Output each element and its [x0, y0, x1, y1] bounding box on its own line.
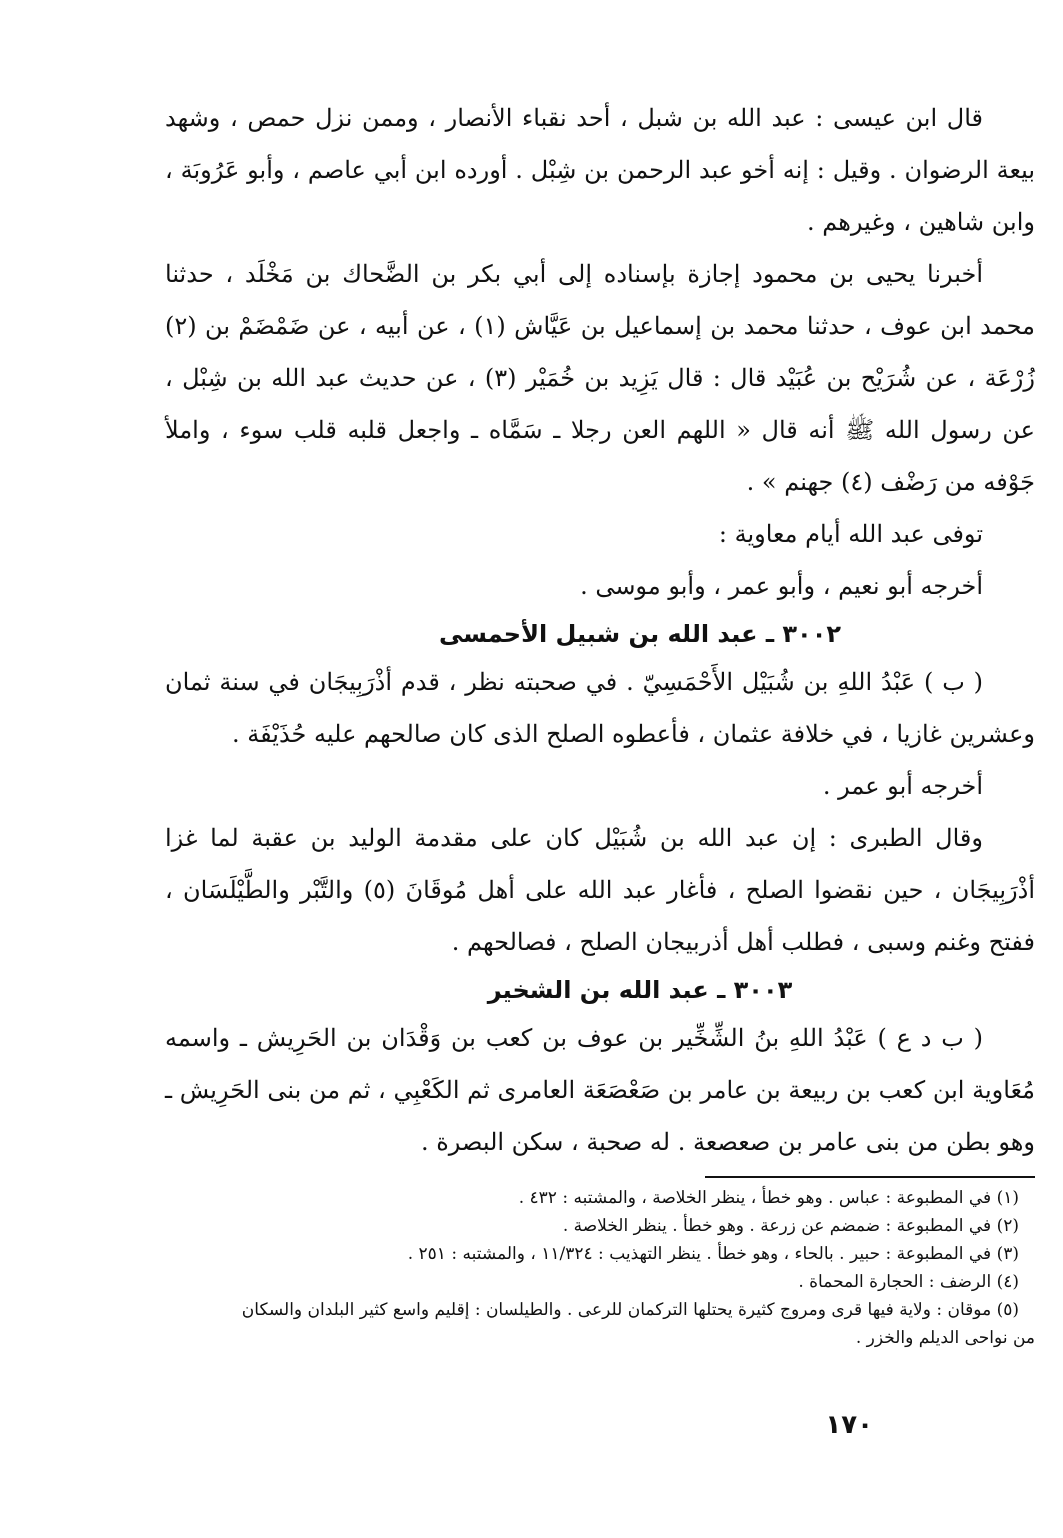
entry-3002-heading: ٣٠٠٢ ـ عبد الله بن شبيل الأحمسى	[439, 620, 841, 648]
entry-3002-paragraph-2: أخرجه أبو عمر .	[822, 772, 983, 800]
entry-3002-paragraph-3: وقال الطبرى : إن عبد الله بن شُبَيْل كان على مقدمة الوليد بن عقبة لما غزا أذْرَبِيجَان ، حين نقضوا الصلح ، فأغار عبد الله على أهل مُوقَانَ (٥) والتَّبْر والطَّيْلَسَان ، ففتح وغنم وسبى ، فطلب أهل أذربيجان الصلح ، فصالحهم .	[165, 824, 1035, 956]
intro-paragraph-2: أخبرنا يحيى بن محمود إجازة بإسناده إلى أبي بكر بن الضَّحاك بن مَخْلَد ، حدثنا محمد ابن عوف ، حدثنا محمد بن إسماعيل بن عَيَّاش (١) ، عن أبيه ، عن ضَمْضَمْ بن (٢) زُرْعَة ، عن شُرَيْح بن عُبَيْد قال : قال يَزِيد بن خُمَيْر (٣) ، عن حديث عبد الله بن شِبْل ، عن رسول الله ﷺ أنه قال « اللهم العن رجلا ـ سَمَّاه ـ واجعل قلبه قلب سوء ، واملأ جَوْفه من رَضْف (٤) جهنم » .	[165, 260, 1035, 496]
intro-paragraph-1: قال ابن عيسى : عبد الله بن شبل ، أحد نقباء الأنصار ، وممن نزل حمص ، وشهد بيعة الرضوان . وقيل : إنه أخو عبد الرحمن بن شِبْل . أورده ابن أبي عاصم ، وأبو عَرُوبَة ، وابن شاهين ، وغيرهم .	[165, 104, 1035, 236]
intro-paragraph-4: أخرجه أبو نعيم ، وأبو عمر ، وأبو موسى .	[580, 572, 983, 600]
footnotes-list	[165, 1184, 1035, 1352]
footnote-5: (٥) موقان : ولاية فيها قرى ومروج كثيرة يحتلها التركمان للرعى . والطيلسان : إقليم واسع كثير البلدان والسكان	[241, 1300, 1019, 1320]
footnote-3: (٣) في المطبوعة : حبير . بالحاء ، وهو خطأ . ينظر التهذيب : ١١/٣٢٤ ، والمشتبه : ٢٥١ .	[407, 1244, 1019, 1264]
footnote-1: (١) في المطبوعة : عباس . وهو خطأ ، ينظر الخلاصة ، والمشتبه : ٤٣٢ .	[518, 1188, 1019, 1208]
page-body	[165, 92, 1035, 1352]
entry-3003-heading: ٣٠٠٣ ـ عبد الله بن الشخير	[487, 976, 793, 1004]
footnote-4: (٤) الرضف : الحجارة المحماة .	[798, 1272, 1019, 1292]
footnote-2: (٢) في المطبوعة : ضمضم عن زرعة . وهو خطأ . ينظر الخلاصة .	[562, 1216, 1019, 1236]
page-number: ١٧٠	[825, 1410, 873, 1440]
entry-3003-paragraph-1: ( ب د ع ) عَبْدُ اللهِ بنُ الشِّخِّير بن عوف بن كعب بن وَقْدَان بن الحَرِيش ـ واسمه مُعَاوية ابن كعب بن ربيعة بن عامر بن صَعْصَعَة العامرى ثم الكَعْبِي ، ثم من بنى الحَرِيش ـ وهو بطن من بنى عامر بن صعصعة . له صحبة ، سكن البصرة .	[165, 1024, 1035, 1156]
footnote-5-continuation: من نواحى الديلم والخزر .	[855, 1328, 1035, 1348]
entry-3002-paragraph-1: ( ب ) عَبْدُ اللهِ بن شُبَيْل الأَحْمَسِيّ . في صحبته نظر ، قدم أذْرَبِيجَان في سنة ثمان وعشرين غازيا ، في خلافة عثمان ، فأعطوه الصلح الذى كان صالحهم عليه حُذَيْفَة .	[165, 668, 1035, 748]
footnote-divider	[705, 1176, 1035, 1178]
intro-paragraph-3: توفى عبد الله أيام معاوية :	[718, 520, 983, 548]
